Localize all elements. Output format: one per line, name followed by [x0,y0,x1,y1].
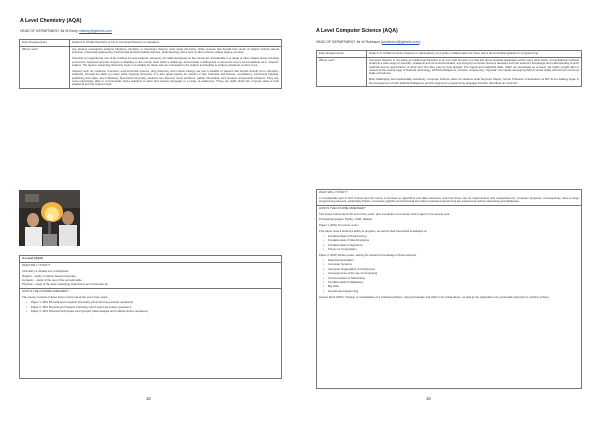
computer-science-topic-item: • Fundamentals of Algorithms [328,244,579,247]
page-number: 15 [146,396,151,401]
computer-science-study-text: A considerable part of both A-level and AS course is focused on algorithms and data structures, and how these can be implemented, and manipulated by, computer programs. Consequently, there is large programming element, particularly Python. Computer graphics and functional and object-oriented programming are explored as well as networking and databases. [319,195,579,204]
chemistry-hod-email-link[interactable]: mkemp@geeshs.com [79,29,112,33]
chemistry-lab-photo-image [19,190,80,246]
computer-science-head-of-department [316,40,420,44]
computer-science-where-text [367,57,582,86]
computer-science-where-row [317,57,582,86]
chemistry-course-heading: A-Level (AQA) [22,256,43,261]
chemistry-course-box [19,255,282,379]
computer-science-assess-intro: Two linear exams sat at the end of two years, plus completion of a course work project in the second year. [319,211,451,216]
computer-science-hod-name: HEAD OF DEPARTMENT: Mr W Robinson ( [316,40,382,44]
chemistry-discipline: Physical – study of the laws underlying what atoms and molecules do. [22,282,109,287]
computer-science-study-heading: WHAT WILL I STUDY? [319,190,348,195]
computer-science-topic-item: • Data Representation [328,259,579,262]
chemistry-papers-list [31,301,279,313]
computer-science-topic-item: • Theory of Computation [328,248,579,251]
chemistry-where-paragraph: Chemistry is regarded as one of the hardest A-Level subjects. However, the skills developed on the course are transferable to a range of other subject areas including economics, business and law. Anyone embarking on the course must relish a challenge, demonstrate a willingness to persevere and a sound aptitude as a “science” subject. The rigours of learning chemistry mean it is suitable for those who are interested in the subject and looking to achieve academic comfort zone. [72,56,279,67]
computer-science-paper1-intro: This paper tests a student’s ability to program, as well as their theoretical knowledge of: [319,228,428,233]
chemistry-where-paragraph: Any student considering studying Medicine, Dentistry or Veterinary Science must study chemistry. Other courses that benefit from study of subject include natural sciences, (chemical) engineering, biochemical and biomedical sciences, pharmacology and a host of other science related degree courses. [72,46,279,55]
computer-science-topic-item: • Big Data [328,285,579,288]
chemistry-discipline: Inorganic – study of the rest of the periodic table. [22,278,83,283]
chemistry-lab-photo [19,190,80,246]
computer-science-topic-item: • Consequences of the use of Computing [328,272,579,275]
computer-science-topic-item: • Fundamentals of Programming [328,235,579,238]
computer-science-paper1-heading: Paper 1 (40%) On-screen exam [319,223,359,228]
computer-science-hod-suffix: ) [419,40,421,44]
chemistry-assess-heading: HOW IS THE COURSE ASSESSED? [22,288,69,293]
chemistry-where-label: Where next? [20,46,70,88]
chemistry-info-table [19,39,282,89]
chemistry-title: A Level Chemistry (AQA) [20,18,82,24]
chemistry-where-row [20,46,282,88]
computer-science-hod-email-link[interactable]: wrobinson@geeshs.com [382,40,420,44]
chemistry-study-heading: WHAT WILL I STUDY? [22,262,51,267]
computer-science-topic-item: • Fundamentals of Databases [328,281,579,284]
page-number: 16 [426,396,431,401]
computer-science-title: A Level Computer Science (AQA) [316,28,398,34]
computer-science-info-table [316,50,582,87]
chemistry-entry-text: Grade 6 in GCSE Chemistry or 6:6 in Combined Science or equivalent. [70,40,282,47]
chemistry-study-intro: Chemistry is divided into 3 disciplines: [22,268,70,273]
computer-science-where-paragraph: Both challenging and intellectually rewarding, Computer Science offers its students what Seymour Papert, former Professor of Education at MIT and a leading figure in the development of both artificial intelligence and the beginners’ programming language Scratch, described as “hard fun”. [369,77,579,85]
chemistry-discipline: Organic – study of carbon-based molecules [22,274,76,279]
chemistry-assess-intro: The course consists of three linear exams sat at the end of two years. [22,294,109,299]
chemistry-entry-row [20,40,282,47]
chemistry-paper-item: • Paper 2: 35% Physical and Organic Chemistry (short and long answer questions) [31,306,279,309]
computer-science-assess-heading: HOW IS THE COURSE ASSESSED? [319,205,366,210]
chemistry-entry-label: Entry Requirements [20,40,70,47]
computer-science-topic-item: • Functional programming [328,290,579,293]
page-computer-science [300,0,600,424]
chemistry-hod-name: HEAD OF DEPARTMENT: Mr M Kemp [20,29,80,33]
computer-science-topic-item: • Computer Systems [328,263,579,266]
chemistry-head-of-department [20,29,112,33]
computer-science-paper2-intro: Paper 2 (40%) Written exam, testing the student’s knowledge of these aspects: [319,253,417,258]
computer-science-entry-label: Entry Requirements [317,51,367,58]
computer-science-languages: Principal languages: Python, ASM, Haskell [319,217,372,222]
computer-science-topic-item: • Computer Organisation & Architecture [328,268,579,271]
computer-science-paper2-topics [328,259,579,293]
chemistry-course-heading-row [20,256,281,263]
computer-science-assess-row [317,206,581,301]
chemistry-where-paragraph: Careers such as medicine, forensics, environmental science, drug discovery and marine biology are just a handful of careers that benefit directly from chemistry. Indirectly, through the skills you learn while studying chemistry, it is also great training for careers in law, business and finance, consultancy, investment banking, publishing and sales, and marketing. Successful chemistry students can discover novel problems, gather information and produce unequivocal solutions. They are, more importantly, able to communicate those solutions in clear and concise language to a range of audiences. These are skills which are of great value in both academia and the world of work. [72,68,279,87]
computer-science-coursework: Course Work (20%): Solution or investigation of a practical problem, using knowledge and skills in the areas above, as well as the application of a systematic approach to problem solving. [319,294,550,299]
chemistry-paper-item: • Paper 3: 30% Practical Techniques and Synoptic (data analysis and multiple-choice questions) [31,310,279,313]
chemistry-paper-item: • Paper 1: 35% Physical and Inorganic Chemistry (short and long answer questions) [31,301,279,304]
computer-science-study-row [317,190,581,206]
computer-science-where-paragraph: Computer Science is not solely an intellectual discipline in its own right but also one that has direct practical application within many other fields. Computational methods underpin a wide range of scientific, academic and commercial studies, and studying Computer Science develops both the student’s knowledge and understanding of such methods and an appreciation of when and how they may be best applied. The logical and analytical skills, which are developed as a result, are highly sought after in careers at the cutting edge of financial technology, artificial intelligence, robotics, engineering, “big data”, the rapidly developing field of virtual reality and across numerous fields of business. [369,57,579,76]
chemistry-where-text [70,46,282,88]
computer-science-course-box [316,189,582,389]
computer-science-entry-text: Grade 6 in GCSE Computer Science or, alternatively, an A grade in Mathematics for those with a demonstrable aptitude for programming. [367,51,582,58]
chemistry-study-row [20,263,281,289]
computer-science-topic-item: • Fundamentals of Data Structures [328,239,579,242]
computer-science-topic-item: • Communication & Networking [328,277,579,280]
chemistry-assess-row [20,289,281,318]
computer-science-entry-row [317,51,582,58]
computer-science-paper1-topics [328,235,579,252]
computer-science-where-label: Where next? [317,57,367,86]
